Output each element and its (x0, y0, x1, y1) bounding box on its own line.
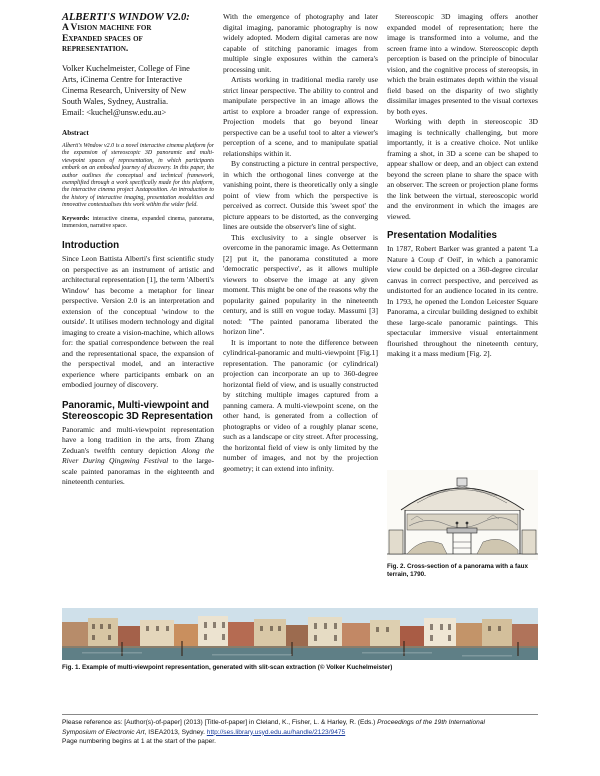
subtitle-line: representation. (62, 44, 129, 54)
column-left (62, 12, 214, 488)
keywords-label: Keywords: (62, 215, 90, 222)
paragraph: Stereoscopic 3D imaging offers another expanded model of representation; here the image is transformed into a volume, and the screen frame into a window. Stereoscopic depth perception is based on the principle of binocular vision, and the cognitive process of stereopsis, in which the brain estimates depth within the visual field based on the disparity of two slightly dissimilar images presented to the visual cortexes by both eyes. (387, 12, 538, 116)
citation-footer (62, 718, 542, 747)
paragraph: In 1787, Robert Barker was granted a patent 'La Nature à Coup d' Oeil', in which a panoramic view could be depicted on a 360-degree circular canvas in correct perspective, and perceived as undistorted for an audience located in its centre. In 1793, he opened the London Leicester Square Panorama, a circular building designed to exhibit these large-scale panoramic paintings. This spectacular immersive visual entertainment flourished throughout the nineteenth century, making it a mass medium [Fig. 2]. (387, 244, 538, 358)
footer-rule (62, 714, 538, 715)
symposium-title: Symposium of Electronic Art (62, 728, 145, 736)
author-line: South Wales, Sydney, Australia. (62, 96, 169, 106)
proceedings-title: Proceedings of the 19th International (377, 719, 485, 726)
paragraph: By constructing a picture in central perspective, in which the orthogonal lines converge at the vanishing point, there is theoretically only a single point of view from which the perspective is perceived as correct. Outside this 'sweet spot' the picture appears to be distorted, as the converging lines are outside the observer's line of sight. (223, 159, 378, 231)
subtitle-line: Expanded spaces of (62, 33, 143, 44)
author-line: Arts, iCinema Centre for Interactive (62, 74, 183, 84)
venice-canal-panorama-image (62, 608, 538, 660)
paragraph: With the emergence of photography and later digital imaging, panoramic photography is now widely adopted. Modern digital cameras are now capable of stitching panoramic images from multiple single exposures within the camera's processing unit. (223, 12, 378, 74)
paragraph: Artists working in traditional media rarely use strict linear perspective. The ability to control and manipulate perspective in an image allows the artist to explore a broader range of expression. Projection models that go beyond linear perspective can be a useful tool to alter a viewer's perception of a scene, and to manipulate spatial relationships within it. (223, 75, 378, 158)
panoramic-heading-line: Panoramic, Multi-viewpoint and (62, 399, 209, 411)
figure-1-strip (62, 608, 538, 660)
intro-paragraph: Since Leon Battista Alberti's first scientific study on perspective as an instrument of artistic and architectural representation [1], the term 'Alberti's Window' has become a metaphor for linear perspective. Version 2.0 is an interpretation and extension of the conceptual 'window to the outside'. It utilises modern technology and digital imaging to create a vision-machine, which allows for: the spatial correspondence between the real and the representational space, the expansion of the perspectival model, and an interactive experience where participants embark on an embodied journey of discovery. (62, 254, 214, 390)
intro-heading: Introduction (62, 240, 120, 252)
subtitle-line: A Vision machine for (62, 23, 152, 33)
figure-1-caption: Fig. 1. Example of multi-viewpoint representation, generated with slit-scan extraction (© Volker Kuchelmeister) (62, 664, 393, 671)
author-email: Email: <kuchel@unsw.edu.au> (62, 107, 167, 117)
panoramic-heading (62, 400, 214, 422)
paragraph: It is important to note the difference between cylindrical-panoramic and multi-viewpoint [Fig.1] representation. The panoramic (or cylindrical) projection can incorporate an up to 360-degree horizontal field of view, and is usually constructed by stitching multiple images captured from a panning camera. A multi-viewpoint scene, on the other hand, is generated from a collection of photographs or video of a roughly planar scene, such as a landscape or city street. After processing, the horizontal field of view is only limited by the number of images, and not by the projection geometry; it can extend into infinity. (223, 337, 378, 473)
artwork-title: Along the River During Qingming Festival (62, 445, 214, 466)
paper-title: ALBERTI'S WINDOW V2.0: (62, 12, 190, 23)
paragraph: Working with depth in stereoscopic 3D imaging is technically challenging, but more importantly, it is a creative choice. Not unlike framing a shot, in 3D a scene can be shaped to appear shallow or deep, and an object can extend beyond the screen plane to share the space with an observer. The screen or projection plane forms the link between the virtual, stereoscopic world and the environment in which the images are viewed. (387, 117, 538, 221)
keywords-text: interactive cinema, expanded cinema, panorama, immersion, narrative space. (62, 215, 214, 230)
modalities-heading: Presentation Modalities (387, 230, 497, 241)
paragraph: This exclusivity to a single observer is overcome in the panoramic image. As Oettermann [2] put it, the panorama constituted a more 'democratic perspective', as it allows multiple viewers to observe the image at any given moment. This might be one of the reasons why the popularity gained popularity in the nineteenth century, and is still en vogue today. Massumi [3] noted: "The painted panorama liberated the horizon line". (223, 232, 378, 336)
page-numbering-note: Page numbering begins at 1 at the start of the paper. (62, 738, 216, 745)
column-middle (223, 12, 378, 474)
paper-subtitle (62, 23, 214, 55)
abstract-text: Alberti's Window v2.0 is a novel interactive cinema platform for the expansion of stereoscopic 3D panoramic and multi-viewpoint spaces of representation, in which participants embark on an embodied journey of discovery. In this paper, the author outlines the conceptual and technical framework, exemplified through a work specifically made for this platform, the interactive cinema project Juxtaposition. An introduction to the history of interactive imaging, presentation modalities and innovative contextualises this work within the wider field. (62, 143, 214, 209)
column-right (387, 12, 538, 360)
author-line: Cinema Research, University of New (62, 85, 187, 95)
repository-link[interactable]: http://ses.library.usyd.edu.au/handle/2123/9475 (206, 728, 346, 736)
panoramic-paragraph: Panoramic and multi-viewpoint representation have a long tradition in the arts, from Zhang Zeduan's twelfth century depiction Along the River During Qingming Festival to the large-scale painted panoramas in the eighteenth and nineteenth centuries. (62, 424, 214, 487)
abstract-heading: Abstract (62, 128, 89, 137)
author-line: Volker Kuchelmeister, College of Fine (62, 63, 190, 73)
panoramic-heading-line: Stereoscopic 3D Representation (62, 410, 213, 422)
citation-line: Please reference as: [Author(s)-of-paper] (2013) [Title-of-paper] in Cleland, K., Fisher, L. & Harley, R. (Eds.) Proceedings of the 19th International (62, 719, 485, 726)
keywords (62, 216, 214, 231)
figure-2 (387, 470, 538, 560)
figure-2-caption: Fig. 2. Cross-section of a panorama with a faux terrain, 1790. (387, 563, 529, 578)
author-block (62, 63, 214, 118)
citation-line: Symposium of Electronic Art, ISEA2013, Sydney. http://ses.library.usyd.edu.au/handle/2123/9475 (62, 728, 346, 736)
panorama-cross-section-illustration (387, 470, 538, 560)
